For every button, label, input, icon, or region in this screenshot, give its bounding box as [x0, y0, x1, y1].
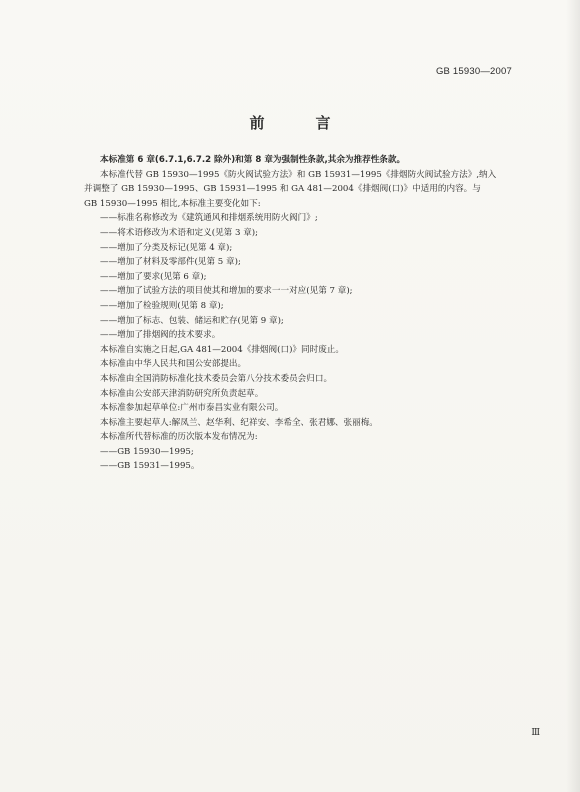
change-item: ——增加了要求(见第 6 章); [100, 271, 207, 282]
statement: 本标准由中华人民共和国公安部提出。 [100, 359, 247, 370]
replace-line-1: 本标准代替 GB 15930—1995《防火阀试验方法》和 GB 15931—1995《排烟防火阀试验方法》,纳入 [100, 169, 497, 180]
history-item: ——GB 15930—1995; [100, 446, 194, 457]
change-item: ——标准名称修改为《建筑通风和排烟系统用防火阀门》; [100, 213, 318, 224]
standard-code: GB 15930—2007 [435, 66, 512, 77]
change-item: ——增加了材料及零部件(见第 5 章); [100, 257, 241, 268]
mandatory-clause: 本标准第 6 章(6.7.1,6.7.2 除外)和第 8 章为强制性条款,其余为推荐性条款。 [100, 155, 406, 165]
replace-line-3: GB 15930—1995 相比,本标准主要变化如下: [84, 198, 261, 209]
change-item: ——将术语修改为术语和定义(见第 3 章); [100, 227, 259, 238]
replace-line-2: 并调整了 GB 15930—1995、GB 15931—1995 和 GA 481—2004《排烟阀(口)》中适用的内容。与 [84, 184, 481, 195]
statement: 本标准参加起草单位:广州市泰昌实业有限公司。 [100, 403, 284, 414]
change-item: ——增加了标志、包装、储运和贮存(见第 9 章); [100, 315, 284, 326]
statement: 本标准主要起草人:解凤兰、赵华利、纪祥安、李希全、张君娜、张丽梅。 [100, 417, 378, 428]
change-item: ——增加了分类及标记(见第 4 章); [100, 242, 233, 253]
foreword-body [84, 153, 516, 474]
history-item: ——GB 15931—1995。 [100, 461, 200, 472]
statement: 本标准由全国消防标准化技术委员会第八分技术委员会归口。 [100, 373, 333, 384]
statement: 本标准所代替标准的历次版本发布情况为: [100, 432, 258, 443]
change-item: ——增加了排烟阀的技术要求。 [100, 330, 221, 341]
statement: 本标准由公安部天津消防研究所负责起草。 [100, 388, 264, 399]
change-item: ——增加了检验规则(见第 8 章); [100, 300, 224, 311]
change-item: ——增加了试验方法的项目使其和增加的要求一一对应(见第 7 章); [100, 286, 353, 297]
page-title: 前 言 [249, 114, 349, 132]
statement: 本标准自实施之日起,GA 481—2004《排烟阀(口)》同时废止。 [100, 344, 344, 355]
page-number: Ⅲ [531, 728, 540, 738]
